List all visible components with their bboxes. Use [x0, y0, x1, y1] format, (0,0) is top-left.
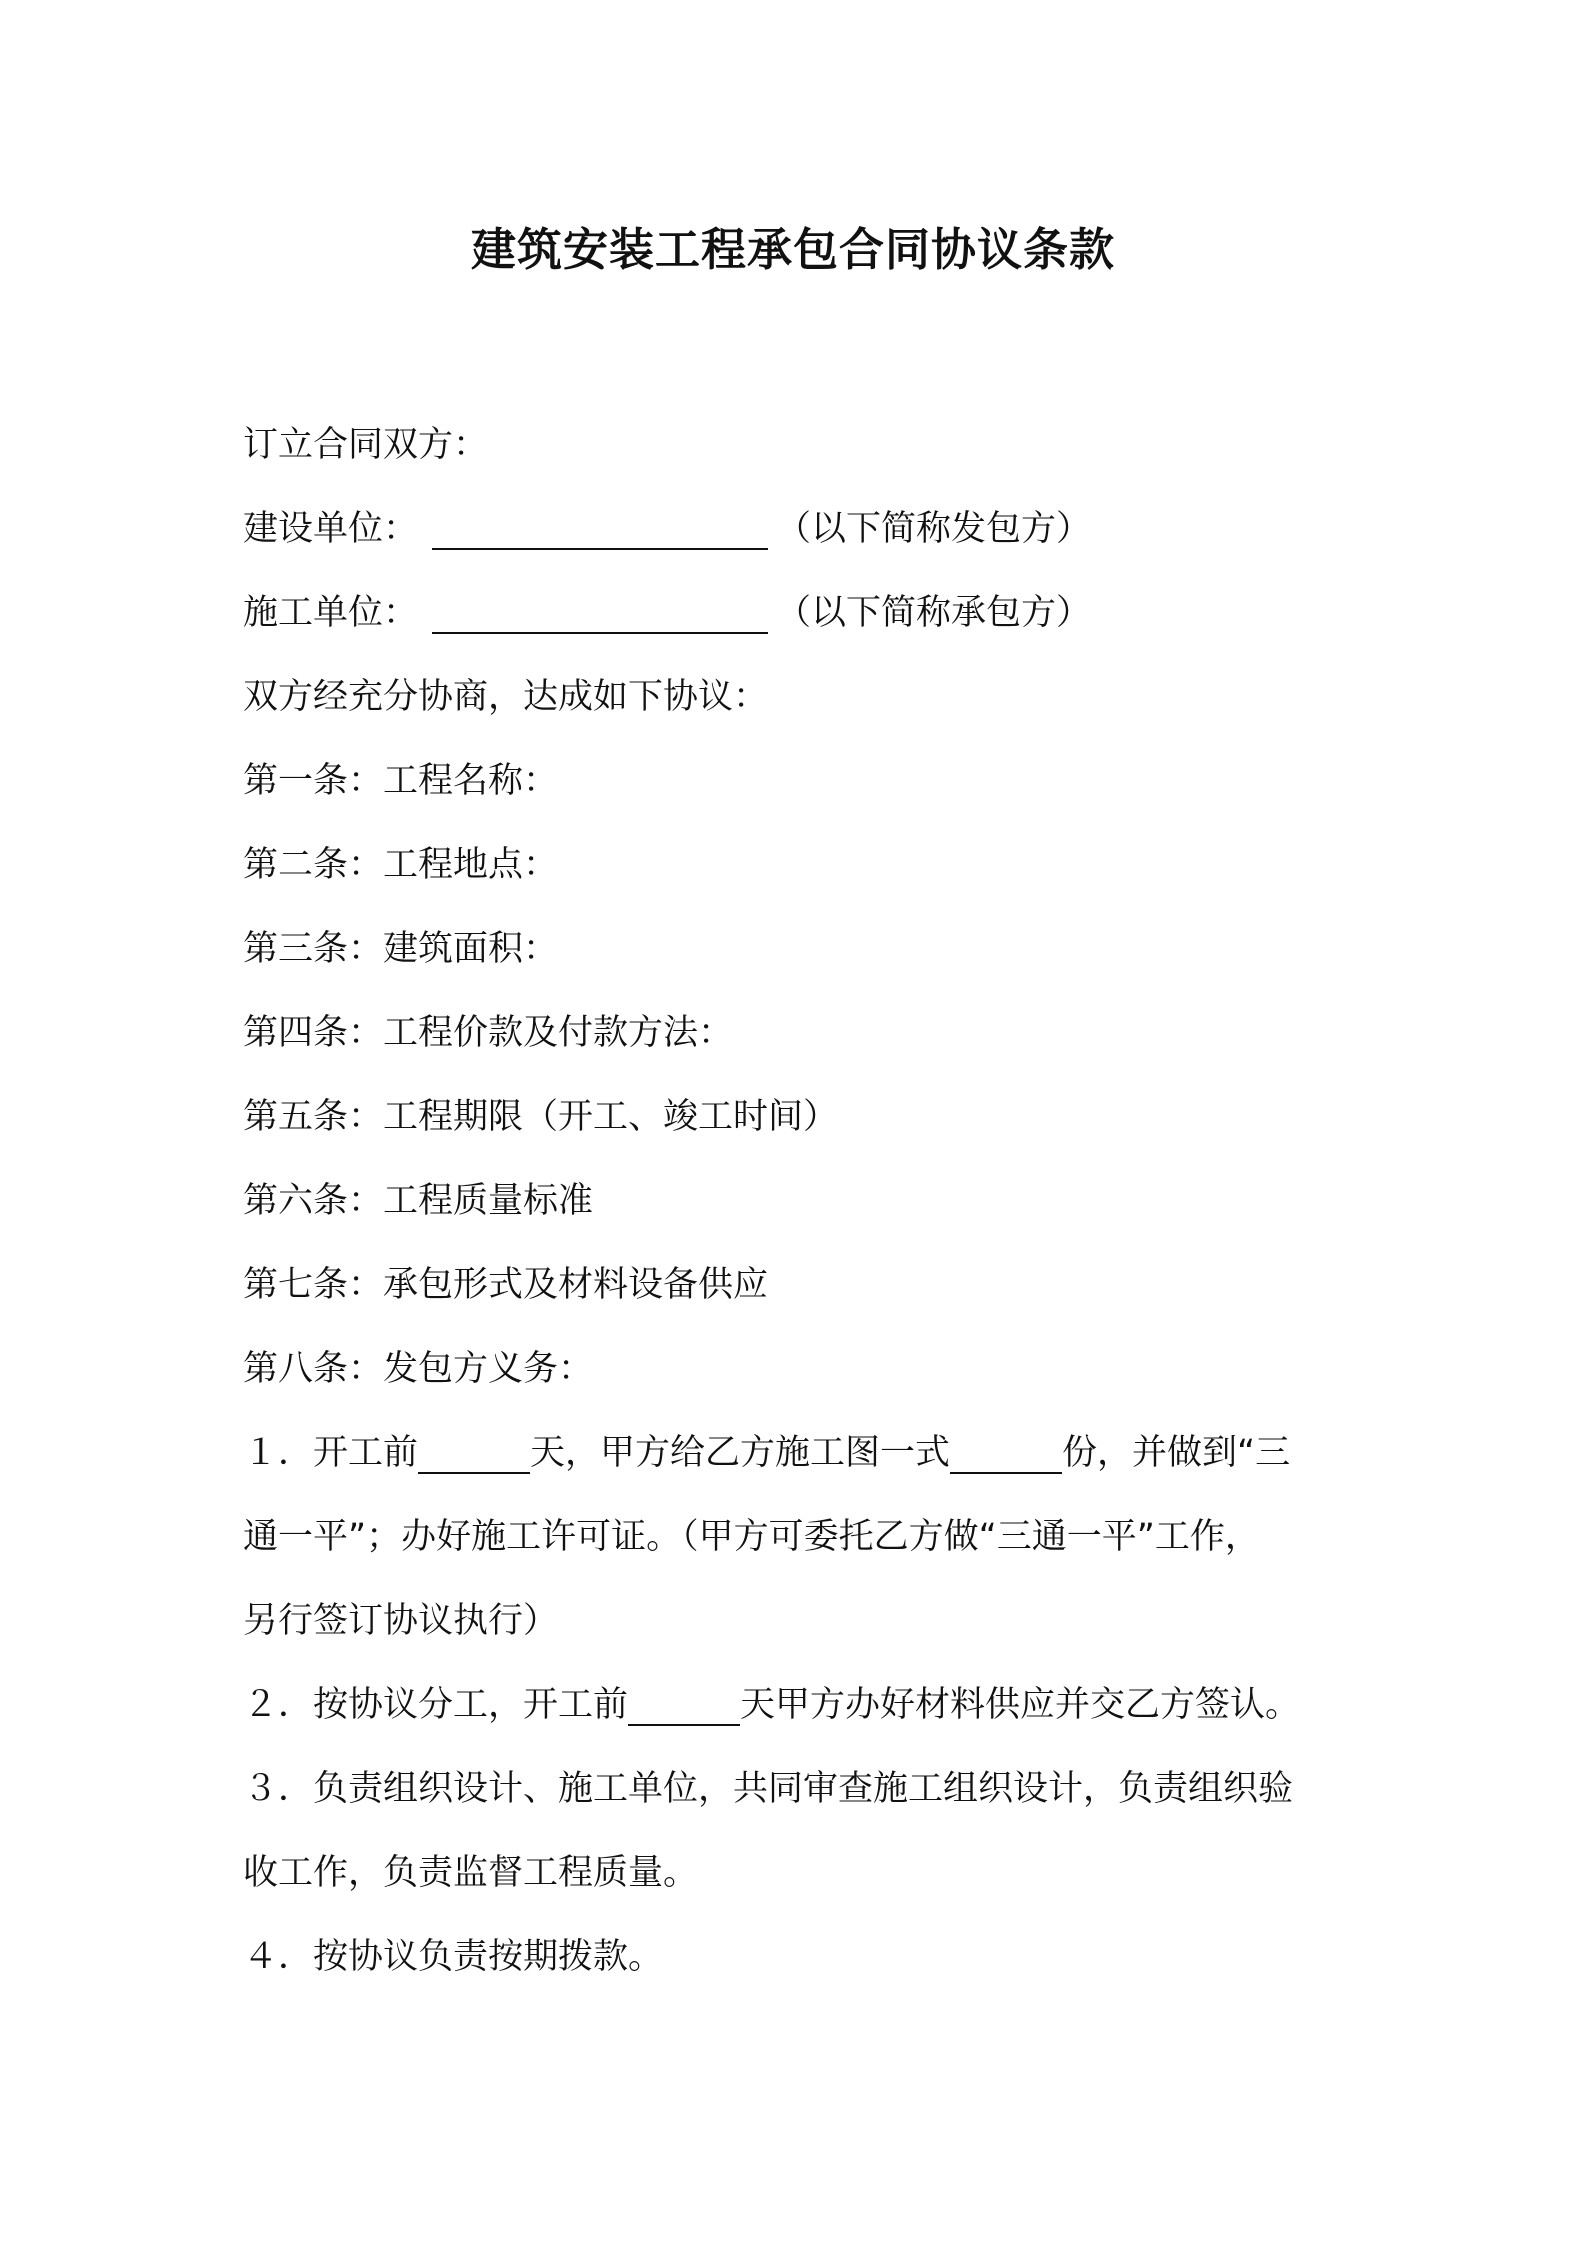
- item-1-blank-days: [418, 1428, 530, 1474]
- contractor-line: [243, 571, 1363, 655]
- item-3-line-1: [243, 1747, 1363, 1831]
- article-7: 第七条：承包形式及材料设备供应: [243, 1265, 769, 1305]
- builder-label: 建设单位：: [243, 509, 419, 549]
- parties-heading: 订立合同双方：: [243, 425, 489, 465]
- item-1-line-3: 另行签订协议执行）: [243, 1601, 559, 1641]
- contractor-label: 施工单位：: [243, 593, 419, 633]
- article-4: 第四条：工程价款及付款方法：: [243, 1013, 734, 1053]
- document-body: [243, 403, 1363, 1999]
- builder-line: [243, 487, 1363, 571]
- article-1: 第一条：工程名称：: [243, 761, 559, 801]
- builder-blank: [432, 504, 768, 550]
- document-title: 建筑安装工程承包合同协议条款: [470, 223, 1115, 276]
- item-2-blank-days: [628, 1680, 740, 1726]
- article-6: 第六条：工程质量标准: [243, 1181, 594, 1221]
- item-2-number: ２．: [243, 1685, 314, 1725]
- item-2-line: [243, 1663, 1363, 1747]
- item-4-line: [243, 1915, 1363, 1999]
- item-1-number: １．: [243, 1433, 314, 1473]
- article-5: 第五条：工程期限（开工、竣工时间）: [243, 1097, 839, 1137]
- item-2-part-a: 按协议分工，开工前: [313, 1685, 629, 1725]
- item-1-blank-copies: [950, 1428, 1062, 1474]
- agreement-intro: 双方经充分协商，达成如下协议：: [243, 677, 769, 717]
- item-1-line-2: 通一平”；办好施工许可证。（甲方可委托乙方做“三通一平”工作，: [243, 1517, 1260, 1557]
- item-1-part-c: 份，并做到“三: [1062, 1433, 1291, 1473]
- item-1-line-1: [243, 1411, 1363, 1495]
- item-3-line-2: 收工作，负责监督工程质量。: [243, 1853, 699, 1893]
- item-4-number: ４．: [243, 1937, 314, 1977]
- item-1-part-a: 开工前: [313, 1433, 419, 1473]
- item-2-part-b: 天甲方办好材料供应并交乙方签认。: [740, 1685, 1301, 1725]
- article-8: 第八条：发包方义务：: [243, 1349, 594, 1389]
- item-4-text: 按协议负责按期拨款。: [313, 1937, 664, 1977]
- contractor-blank: [432, 588, 768, 634]
- item-3-text-1: 负责组织设计、施工单位，共同审查施工组织设计，负责组织验: [313, 1769, 1294, 1809]
- article-3: 第三条：建筑面积：: [243, 929, 559, 969]
- contractor-suffix: （以下简称承包方）: [776, 593, 1092, 633]
- builder-suffix: （以下简称发包方）: [776, 509, 1092, 549]
- article-2: 第二条：工程地点：: [243, 845, 559, 885]
- item-3-number: ３．: [243, 1769, 314, 1809]
- item-1-part-b: 天，甲方给乙方施工图一式: [530, 1433, 951, 1473]
